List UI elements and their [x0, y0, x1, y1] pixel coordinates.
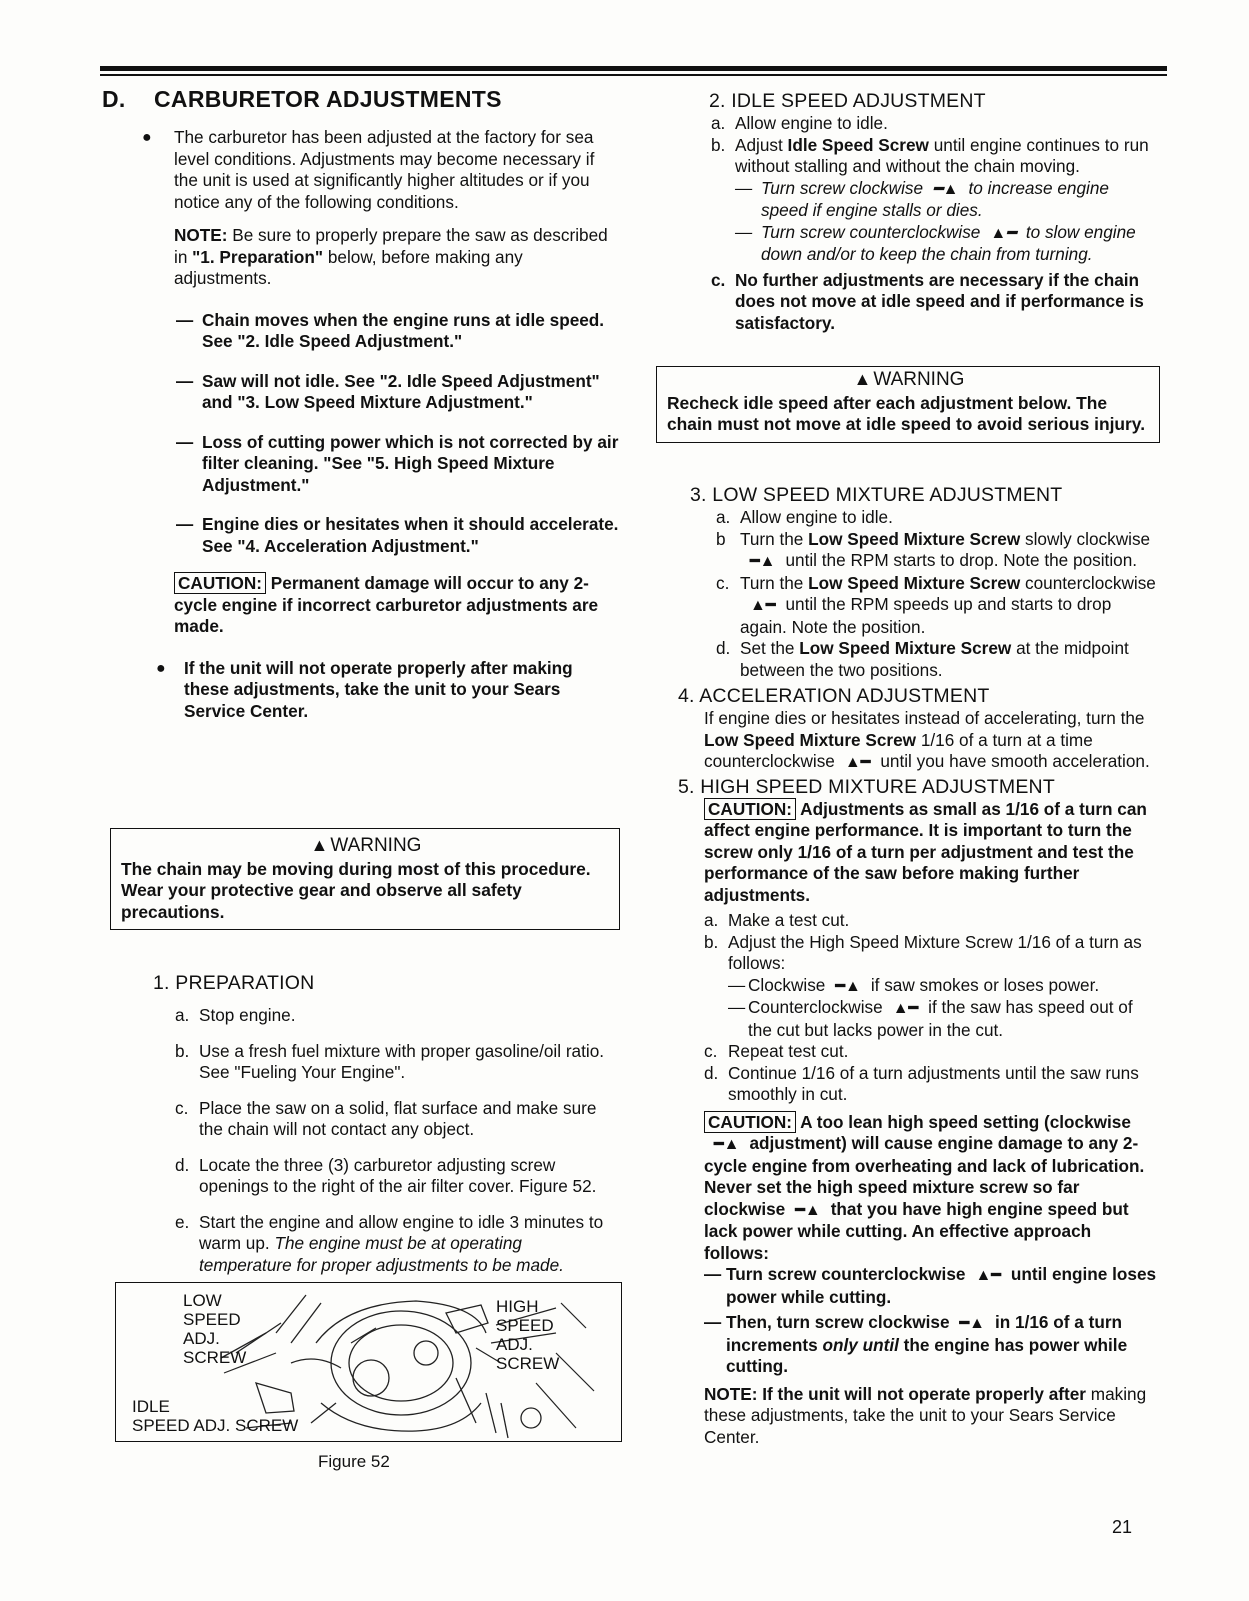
step-letter: b. — [175, 1040, 190, 1061]
idle-heading: 2. IDLE SPEED ADJUSTMENT — [709, 90, 986, 112]
condition-text: Saw will not idle. See "2. Idle Speed Adjustment" and "3. Low Speed Mixture Adjustment." — [202, 370, 600, 412]
note-tail: below, before making any adjustments. — [174, 246, 523, 288]
step-text: Repeat test cut. — [728, 1041, 849, 1061]
clockwise-arrow-icon: ━▲ — [959, 1315, 985, 1332]
bullet-icon: ● — [156, 659, 166, 677]
step-text: Set the — [740, 638, 800, 658]
screw-name: Low Speed Mixture Screw — [704, 729, 917, 750]
clockwise-arrow-icon: ━▲ — [933, 180, 959, 198]
step-text: slowly clockwise — [1020, 528, 1151, 549]
bullet-icon: ● — [142, 129, 152, 146]
step-text: Make a test cut. — [728, 910, 850, 930]
preparation-section — [153, 972, 608, 1276]
note-bold: If the unit will not operate properly after — [757, 1383, 1086, 1404]
note-label: NOTE: — [704, 1383, 758, 1404]
clockwise-arrow-icon: ━▲ — [714, 1136, 740, 1153]
sub-text: the engine has power while cutting. — [726, 1334, 1128, 1376]
idle-step-c: c. No further adjustments are necessary if the chain does not move at idle speed and if performance is satisfactory. — [711, 269, 1144, 333]
screw-name: Low Speed Mixture Screw — [799, 638, 1012, 658]
label-line: ADJ. — [496, 1335, 533, 1354]
right-column — [655, 90, 1157, 334]
label-line: SCREW — [183, 1348, 247, 1367]
section-letter: D. — [102, 86, 126, 112]
sub-text: Then, turn screw clockwise — [726, 1312, 950, 1332]
low-step-d: d. Set the Low Speed Mixture Screw at the midpoint between the two positions. — [716, 638, 1129, 680]
final-note — [704, 1384, 1158, 1449]
condition-text: Chain moves when the engine runs at idle speed. See "2. Idle Speed Adjustment." — [202, 309, 605, 351]
prep-step — [175, 1041, 608, 1084]
screw-name: Low Speed Mixture Screw — [808, 528, 1021, 549]
sub-text: until engine loses power while cutting. — [726, 1264, 1157, 1307]
label-line: LOW — [183, 1291, 222, 1310]
section-title: CARBURETOR ADJUSTMENTS — [154, 86, 502, 112]
condition-item: — Loss of cutting power which is not corrected by air filter cleaning. "See "5. High Speed Mixture Adjustment." — [176, 431, 619, 495]
clockwise-arrow-icon: ━▲ — [795, 1201, 821, 1219]
step-text: until the RPM speeds up and starts to drop again. Note the position. — [740, 594, 1112, 637]
step-text: Allow engine to idle. — [740, 507, 893, 527]
intro-bullet — [102, 127, 622, 213]
figure-caption: Figure 52 — [318, 1452, 390, 1471]
warning-text: Recheck idle speed after each adjustment below. The chain must not move at idle speed to avoid serious injury. — [667, 392, 1146, 434]
high-step-a: a. Make a test cut. — [704, 910, 850, 930]
caution-label: CAUTION: — [704, 798, 796, 820]
sub-italic: only until — [822, 1334, 899, 1355]
prep-heading: 1. PREPARATION — [153, 972, 315, 994]
warning-title — [667, 369, 1151, 391]
warning-triangle-icon: ▲ — [310, 835, 329, 855]
top-rule-thin — [100, 74, 1167, 76]
idle-sub-2: — Turn screw counterclockwise ▲━ to slow engine down and/or to keep the chain from turning. — [735, 221, 1136, 264]
condition-item: — Chain moves when the engine runs at idle speed. See "2. Idle Speed Adjustment." — [176, 309, 605, 351]
high-caution — [704, 799, 1158, 907]
note-text: making these adjustments, take the unit to your Sears Service Center. — [704, 1383, 1147, 1447]
screw-name: Low Speed Mixture Screw — [808, 572, 1021, 593]
idle-step-a: a. Allow engine to idle. — [711, 113, 888, 133]
accel-mid: 1/16 of a turn at a time counterclockwise — [704, 729, 1093, 771]
high-step-d: d. Continue 1/16 of a turn adjustments until the saw runs smoothly in cut. — [704, 1062, 1139, 1104]
counterclockwise-arrow-icon: ▲━ — [975, 1267, 1001, 1284]
sub-text: if saw smokes or loses power. — [870, 974, 1100, 995]
step-text: counterclockwise — [1020, 572, 1156, 593]
sub-text: Turn screw counterclockwise — [726, 1264, 966, 1284]
step-text: Adjust — [735, 134, 788, 155]
step-letter: d. — [175, 1154, 190, 1175]
approach-2: — Then, turn screw clockwise ━▲ in 1/16 of a turn increments only until the engine has power while cutting. — [704, 1312, 1128, 1376]
prep-step — [175, 1098, 608, 1141]
sub-text: Clockwise — [748, 974, 826, 995]
high-sub-1: — Clockwise ━▲ if saw smokes or loses power. — [728, 975, 1158, 998]
warning-text: The chain may be moving during most of this procedure. Wear your protective gear and observe all safety precautions. — [121, 858, 591, 922]
label-line: SCREW — [496, 1354, 560, 1373]
step-text: Start the engine and allow engine to idle 3 minutes to warm up. — [199, 1211, 604, 1253]
caution-label: CAUTION: — [174, 572, 266, 594]
sub-text: to slow engine down and/or to keep the chain from turning. — [761, 221, 1136, 264]
service-text: If the unit will not operate properly after making these adjustments, take the unit to your Sears Service Center. — [184, 657, 573, 721]
clockwise-arrow-icon: ━▲ — [750, 553, 776, 570]
idle-sub-1: — Turn screw clockwise ━▲ to increase engine speed if engine stalls or dies. — [735, 177, 1109, 220]
accel-pre: If engine dies or hesitates instead of accelerating, turn the — [704, 708, 1145, 728]
warning-triangle-icon: ▲ — [853, 369, 872, 389]
step-text: Stop engine. — [199, 1005, 296, 1025]
low-step-c: c. Turn the Low Speed Mixture Screw counterclockwise▲━ until the RPM speeds up and starts to drop again. Note the position. — [716, 572, 1156, 637]
condition-text: Loss of cutting power which is not corrected by air filter cleaning. "See "5. High Speed Mixture Adjustment." — [202, 431, 619, 495]
sub-text: Turn screw counterclockwise — [761, 221, 981, 242]
section-heading — [102, 86, 622, 113]
accel-heading: 4. ACCELERATION ADJUSTMENT — [678, 685, 990, 707]
prep-note — [102, 225, 622, 290]
counterclockwise-arrow-icon: ▲━ — [990, 224, 1016, 242]
step-text: Turn the — [740, 572, 809, 593]
step-letter: a. — [175, 1005, 190, 1025]
idle-screw-name: Idle Speed Screw — [787, 134, 929, 155]
low-step-b: b Turn the Low Speed Mixture Screw slowly clockwise━▲ until the RPM starts to drop. Note the position. — [716, 529, 1158, 573]
caution-text: A too lean high speed setting (clockwise — [796, 1111, 1131, 1132]
label-line: SPEED — [496, 1316, 554, 1335]
step-letter: e. — [175, 1211, 190, 1232]
accel-text — [690, 708, 1158, 774]
service-bullet — [102, 658, 622, 723]
caution-paragraph — [102, 573, 622, 638]
label-line: SPEED — [183, 1310, 241, 1329]
top-rule-thick — [100, 66, 1167, 71]
high-speed-label — [496, 1297, 559, 1373]
intro-text: The carburetor has been adjusted at the factory for sea level conditions. Adjustments may become necessary if the unit is used at significantly higher altitudes or if you notice any of the following conditions. — [174, 127, 595, 212]
lean-caution — [704, 1112, 1158, 1265]
sub-text: Counterclockwise — [748, 997, 883, 1017]
warning-title-text: WARNING — [330, 835, 422, 856]
low-speed-steps — [690, 507, 1158, 681]
caution-text: adjustment) will cause engine damage to any 2-cycle engine from overheating and lack of lubrication. Never set the high speed mixture screw so far clockwise — [704, 1133, 1145, 1219]
label-line: HIGH — [496, 1297, 539, 1316]
step-text: until the RPM starts to drop. Note the position. — [785, 550, 1138, 570]
prep-step — [175, 1155, 608, 1198]
idle-speed-label — [132, 1397, 298, 1435]
step-italic-text: The engine must be at operating temperature for proper adjustments to be made. — [199, 1233, 564, 1275]
approach-1: — Turn screw counterclockwise ▲━ until engine loses power while cutting. — [704, 1264, 1157, 1307]
figure-52 — [115, 1282, 622, 1442]
high-speed-heading: 5. HIGH SPEED MIXTURE ADJUSTMENT — [678, 775, 1055, 798]
warning-title — [121, 835, 611, 857]
step-text: Locate the three (3) carburetor adjusting screw openings to the right of the air filter cover. Figure 52. — [199, 1154, 597, 1196]
label-line: SPEED ADJ. SCREW — [132, 1416, 299, 1435]
sub-text: if the saw has speed out of the cut but lacks power in the cut. — [748, 997, 1133, 1040]
label-line: ADJ. — [183, 1329, 220, 1348]
low-step-a: a. Allow engine to idle. — [716, 507, 893, 527]
condition-text: Engine dies or hesitates when it should accelerate. See "4. Acceleration Adjustment." — [202, 514, 619, 556]
step-text: Continue 1/16 of a turn adjustments until the saw runs smoothly in cut. — [728, 1062, 1139, 1104]
label-line: IDLE — [132, 1397, 170, 1416]
condition-item: — Engine dies or hesitates when it should accelerate. See "4. Acceleration Adjustment." — [176, 514, 619, 556]
step-text: No further adjustments are necessary if the chain does not move at idle speed and if performance is satisfactory. — [735, 269, 1144, 333]
note-text: Be sure to properly prepare the saw as described in — [174, 225, 608, 267]
sub-text: to increase engine speed if engine stalls or dies. — [761, 177, 1109, 220]
low-speed-heading: 3. LOW SPEED MIXTURE ADJUSTMENT — [690, 484, 1063, 506]
high-step-c: c. Repeat test cut. — [704, 1041, 849, 1061]
counterclockwise-arrow-icon: ▲━ — [750, 597, 776, 614]
right-lower — [678, 484, 1158, 1448]
sub-text: Turn screw clockwise — [761, 177, 924, 198]
prep-step — [175, 1212, 608, 1277]
sub-text: in 1/16 of a turn increments — [726, 1312, 1123, 1355]
left-column — [102, 86, 622, 722]
counterclockwise-arrow-icon: ▲━ — [892, 1000, 919, 1017]
note-ref: "1. Preparation" — [192, 246, 324, 267]
step-text: at the midpoint between the two positions. — [740, 638, 1129, 680]
step-text: Place the saw on a solid, flat surface and make sure the chain will not contact any object. — [199, 1097, 597, 1139]
condition-item: — Saw will not idle. See "2. Idle Speed Adjustment" and "3. Low Speed Mixture Adjustment." — [176, 370, 600, 412]
left-warning-box — [110, 828, 620, 930]
step-text: Allow engine to idle. — [735, 113, 888, 133]
counterclockwise-arrow-icon: ▲━ — [844, 754, 871, 771]
idle-step-b: b. Adjust Idle Speed Screw until engine continues to run without stalling and without the chain moving. — Turn screw clockwise ━▲ to increase engine speed if engine stalls or dies. — Turn screw counterclockwise ▲━ to slow engine down and/or to keep the chain from turning. — [711, 135, 1157, 266]
idle-steps — [655, 113, 1157, 334]
step-text: Turn the — [740, 528, 809, 549]
caution-label: CAUTION: — [704, 1111, 796, 1133]
high-sub-2: — Counterclockwise ▲━ if the saw has speed out of the cut but lacks power in the cut. — [728, 997, 1133, 1040]
caution-text: Adjustments as small as 1/16 of a turn can affect engine performance. It is important to turn the screw only 1/16 of a turn per adjustment and test the performance of the saw before making further adjustments. — [704, 798, 1147, 905]
warning-title-text: WARNING — [873, 369, 965, 390]
prep-step — [175, 1005, 608, 1027]
right-warning-box — [656, 366, 1160, 443]
prep-steps — [153, 1005, 608, 1276]
note-label: NOTE: — [174, 225, 228, 245]
step-text: Use a fresh fuel mixture with proper gasoline/oil ratio. See "Fueling Your Engine". — [199, 1040, 605, 1082]
clockwise-arrow-icon: ━▲ — [835, 977, 861, 995]
step-text: Adjust the High Speed Mixture Screw 1/16 of a turn as follows: — [728, 931, 1142, 973]
high-step-b: b. Adjust the High Speed Mixture Screw 1/16 of a turn as follows: — Clockwise ━▲ if saw smokes or loses power. — Counterclockwise ▲━ if the saw has speed out of the cut but lacks power in the cut. — [704, 932, 1158, 1042]
caution-text: that you have high engine speed but lack power while cutting. An effective approach follows: — [704, 1198, 1129, 1263]
page-number: 21 — [1112, 1517, 1133, 1537]
low-speed-label — [183, 1291, 246, 1367]
caution-text: Permanent damage will occur to any 2-cycle engine if incorrect carburetor adjustments are made. — [174, 573, 599, 636]
step-letter: c. — [175, 1097, 189, 1118]
step-text: until engine continues to run without stalling and without the chain moving. — [735, 134, 1149, 176]
accel-post: until you have smooth acceleration. — [880, 751, 1150, 771]
high-speed-body — [690, 799, 1158, 1449]
